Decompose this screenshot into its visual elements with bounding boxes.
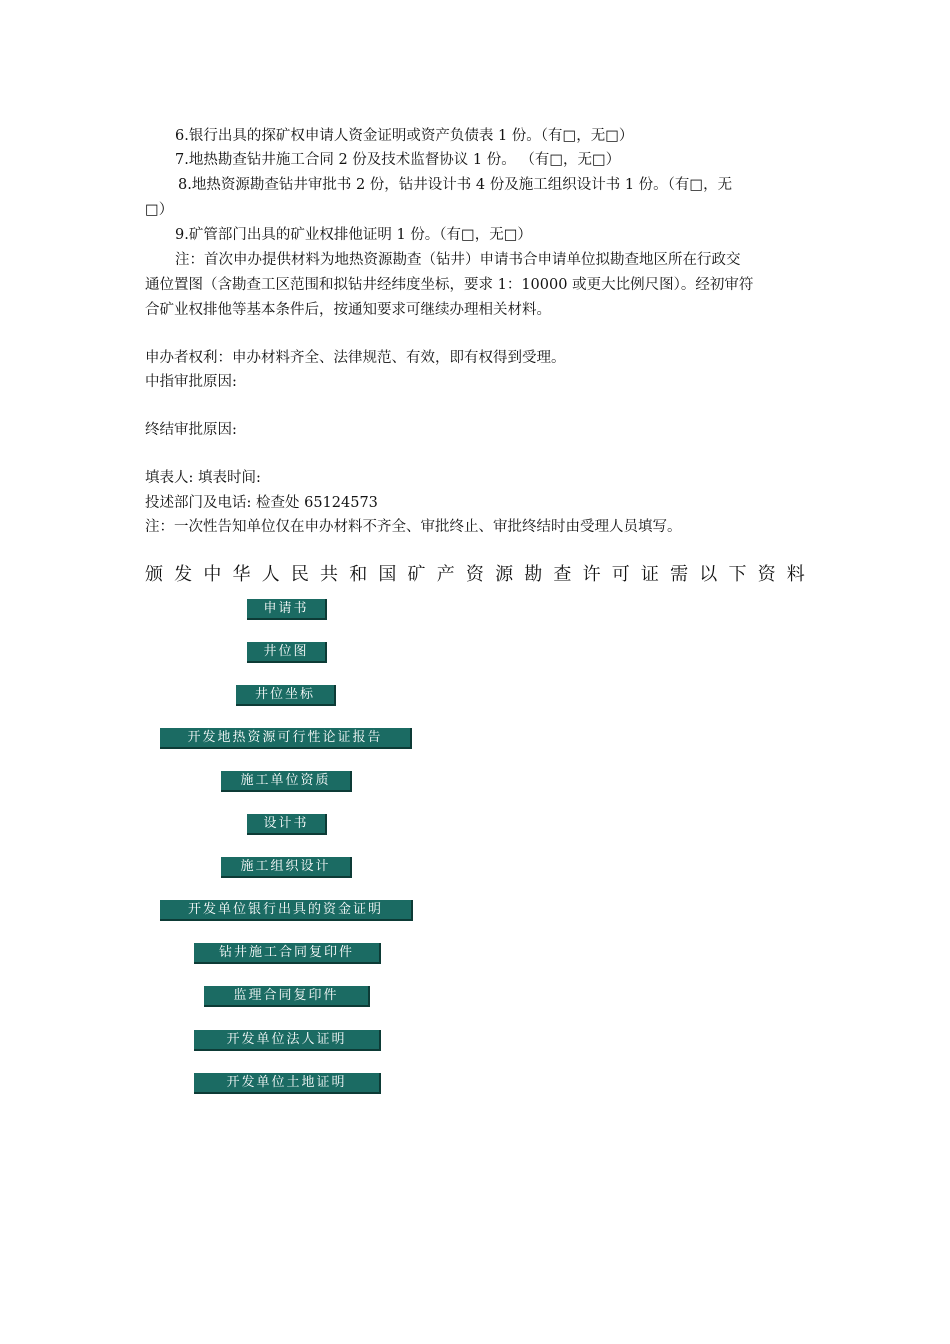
title-char: 可: [611, 564, 630, 585]
item-9: 9.矿管部门出具的矿业权排他证明 1 份。（有□，无□）: [175, 227, 532, 243]
title-char: 需: [670, 564, 689, 585]
item-8-continued: □）: [145, 202, 174, 218]
title-char: 源: [495, 564, 514, 585]
title-char: 颁: [145, 564, 163, 585]
material-box-design-document: 设计书: [247, 814, 327, 835]
title-char: 产: [436, 564, 455, 585]
filler-info: 填表人: 填表时间:: [145, 470, 261, 486]
title-char: 资: [465, 564, 484, 585]
title-char: 共: [320, 564, 339, 585]
title-char: 料: [786, 564, 805, 585]
item-7: 7.地热勘查钻井施工合同 2 份及技术监督协议 1 份。 （有□，无□）: [175, 152, 621, 168]
title-char: 中: [203, 564, 222, 585]
title-char: 资: [757, 564, 776, 585]
terminate-reason: 终结审批原因:: [145, 422, 237, 438]
material-box-legal-person-proof: 开发单位法人证明: [194, 1030, 381, 1051]
material-box-supervision-contract: 监理合同复印件: [204, 986, 370, 1007]
title-char: 人: [261, 564, 280, 585]
material-box-application: 申请书: [247, 599, 327, 620]
title-char: 查: [553, 564, 572, 585]
title-char: 以: [699, 564, 718, 585]
title-char: 国: [378, 564, 397, 585]
item-6: 6.银行出具的探矿权申请人资金证明或资产负债表 1 份。（有□，无□）: [175, 128, 634, 144]
note-line-2: 通位置图（含勘查工区范围和拟钻井经纬度坐标，要求 1：10000 或更大比例尺图）。经初审符: [145, 277, 754, 293]
applicant-rights: 申办者权利：申办材料齐全、法律规范、有效，即有权得到受理。: [145, 350, 566, 366]
note-line-3: 合矿业权排他等基本条件后，按通知要求可继续办理相关材料。: [145, 302, 551, 318]
title-char: 民: [290, 564, 309, 585]
title-char: 勘: [524, 564, 543, 585]
material-box-drilling-contract: 钻井施工合同复印件: [194, 943, 381, 964]
title-char: 华: [232, 564, 251, 585]
item-8: 8.地热资源勘查钻井审批书 2 份，钻井设计书 4 份及施工组织设计书 1 份。（有□，无: [178, 177, 733, 193]
note-line-1: 注：首次申办提供材料为地热资源勘查（钻井）申请书合申请单位拟勘查地区所在行政交: [175, 252, 741, 268]
suspend-reason: 中指审批原因:: [145, 374, 237, 390]
material-box-contractor-qualification: 施工单位资质: [221, 771, 352, 792]
material-box-construction-plan: 施工组织设计: [221, 857, 352, 878]
footnote: 注：一次性告知单位仅在申办材料不齐全、审批终止、审批终结时由受理人员填写。: [145, 519, 682, 535]
material-box-well-coordinates: 井位坐标: [236, 685, 336, 706]
title-char: 证: [640, 564, 659, 585]
title-char: 矿: [407, 564, 426, 585]
material-box-bank-fund-proof: 开发单位银行出具的资金证明: [160, 900, 413, 921]
title-char: 发: [174, 564, 193, 585]
material-box-feasibility-report: 开发地热资源可行性论证报告: [160, 728, 412, 749]
material-box-land-certificate: 开发单位土地证明: [194, 1073, 381, 1094]
material-box-well-map: 井位图: [247, 642, 327, 663]
section-title: [145, 562, 805, 588]
title-char: 下: [728, 564, 747, 585]
title-char: 许: [582, 564, 601, 585]
complaint-contact: 投述部门及电话: 检查处 65124573: [145, 495, 378, 511]
title-char: 和: [349, 564, 368, 585]
